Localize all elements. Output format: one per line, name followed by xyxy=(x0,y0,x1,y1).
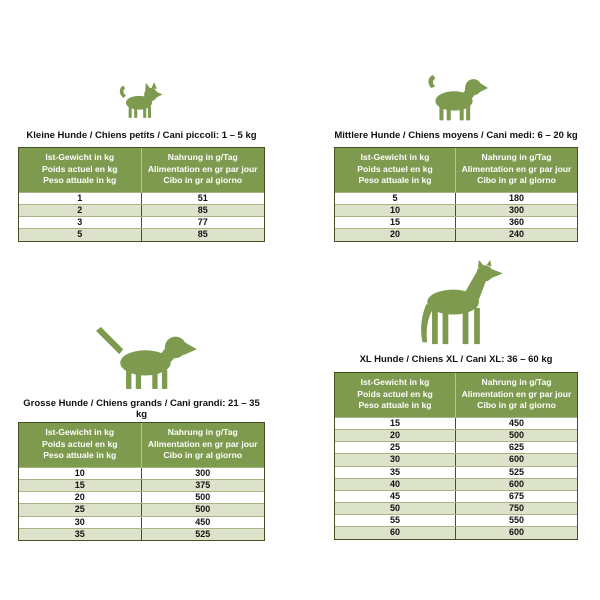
table-row xyxy=(19,491,264,503)
weight-value: 15 xyxy=(335,217,456,228)
food-value: 675 xyxy=(508,490,525,501)
table-row xyxy=(19,503,264,515)
food-value: 550 xyxy=(508,515,525,526)
food-value: 360 xyxy=(508,217,525,228)
header-line: Peso attuale in kg xyxy=(358,400,432,411)
table-row xyxy=(335,417,577,429)
header-line: Cibo in gr al giorno xyxy=(163,175,243,186)
table-row xyxy=(335,204,577,216)
weight-value: 20 xyxy=(335,229,456,240)
food-value: 750 xyxy=(508,503,525,514)
table-row xyxy=(19,467,264,479)
weight-value: 20 xyxy=(19,492,142,503)
weight-value: 2 xyxy=(19,205,142,216)
small-dog-icon xyxy=(114,80,164,120)
table-row xyxy=(335,192,577,204)
food-column-header xyxy=(142,148,265,192)
weight-value: 1 xyxy=(19,193,142,204)
header-line: Nahrung in g/Tag xyxy=(167,152,238,162)
food-column-header xyxy=(456,373,577,417)
table-row xyxy=(335,429,577,441)
table-row xyxy=(335,453,577,465)
table-header xyxy=(335,148,577,192)
table-row xyxy=(335,526,577,538)
weight-value: 40 xyxy=(335,479,456,490)
food-value: 300 xyxy=(508,204,525,215)
header-line: Peso attuale in kg xyxy=(43,450,117,461)
weight-column-header xyxy=(335,373,456,417)
table-row xyxy=(19,528,264,540)
food-value: 525 xyxy=(508,466,525,477)
weight-value: 60 xyxy=(335,527,456,538)
weight-value: 45 xyxy=(335,491,456,502)
food-value: 500 xyxy=(508,429,525,440)
table-row xyxy=(335,490,577,502)
table-row xyxy=(19,479,264,491)
food-value: 600 xyxy=(508,527,525,538)
weight-value: 30 xyxy=(19,517,142,528)
weight-value: 30 xyxy=(335,454,456,465)
weight-value: 20 xyxy=(335,430,456,441)
weight-value: 5 xyxy=(19,229,142,240)
table-row xyxy=(335,514,577,526)
header-line: Peso attuale in kg xyxy=(43,175,117,186)
xl-dog-icon xyxy=(406,260,504,348)
table-title-small-dogs: Kleine Hunde / Chiens petits / Cani piccoli: 1 – 5 kg xyxy=(26,130,257,141)
food-value: 300 xyxy=(195,467,211,478)
food-value: 450 xyxy=(508,417,525,428)
food-value: 51 xyxy=(197,192,208,203)
food-value: 180 xyxy=(508,192,525,203)
weight-value: 25 xyxy=(19,504,142,515)
weight-value: 25 xyxy=(335,442,456,453)
food-value: 500 xyxy=(195,492,211,503)
table-header xyxy=(19,423,264,467)
table-row xyxy=(335,441,577,453)
header-line: Ist-Gewicht in kg xyxy=(45,152,115,162)
table-title-medium-dogs: Mittlere Hunde / Chiens moyens / Cani medi: 6 – 20 kg xyxy=(334,130,578,141)
food-value: 240 xyxy=(508,229,525,240)
header-line: Alimentation en gr par jour xyxy=(461,388,572,399)
food-value: 525 xyxy=(195,528,211,539)
table-header xyxy=(19,148,264,192)
header-line: Cibo in gr al giorno xyxy=(163,450,243,461)
table-header xyxy=(335,373,577,417)
medium-dog-icon xyxy=(420,70,488,122)
weight-value: 35 xyxy=(335,467,456,478)
header-line: Poids actuel en kg xyxy=(357,163,433,174)
header-line: Alimentation en gr par jour xyxy=(147,163,258,174)
header-line: Cibo in gr al giorno xyxy=(477,175,556,186)
header-line: Alimentation en gr par jour xyxy=(147,438,258,449)
weight-value: 35 xyxy=(19,529,142,540)
food-value: 600 xyxy=(508,454,525,465)
weight-value: 10 xyxy=(335,205,456,216)
feeding-table-xl-dogs xyxy=(334,372,578,540)
weight-value: 50 xyxy=(335,503,456,514)
feeding-table-large-dogs xyxy=(18,422,265,541)
header-line: Poids actuel en kg xyxy=(42,438,118,449)
food-value: 85 xyxy=(197,229,208,240)
table-row xyxy=(335,228,577,240)
weight-value: 55 xyxy=(335,515,456,526)
table-row xyxy=(19,216,264,228)
header-line: Ist-Gewicht in kg xyxy=(45,427,115,437)
weight-value: 15 xyxy=(335,418,456,429)
feeding-table-small-dogs xyxy=(18,147,265,242)
feeding-table-medium-dogs xyxy=(334,147,578,242)
food-column-header xyxy=(456,148,577,192)
food-value: 375 xyxy=(195,479,211,490)
header-line: Peso attuale in kg xyxy=(358,175,432,186)
weight-column-header xyxy=(19,423,142,467)
header-line: Poids actuel en kg xyxy=(357,388,433,399)
header-line: Ist-Gewicht in kg xyxy=(360,152,430,162)
header-line: Alimentation en gr par jour xyxy=(461,163,572,174)
food-value: 85 xyxy=(197,204,208,215)
header-line: Ist-Gewicht in kg xyxy=(360,377,430,387)
food-value: 500 xyxy=(195,504,211,515)
table-row xyxy=(335,216,577,228)
table-row xyxy=(19,228,264,240)
food-value: 450 xyxy=(195,516,211,527)
header-line: Nahrung in g/Tag xyxy=(167,427,238,437)
weight-column-header xyxy=(19,148,142,192)
weight-value: 3 xyxy=(19,217,142,228)
food-value: 625 xyxy=(508,442,525,453)
food-column-header xyxy=(142,423,265,467)
table-row xyxy=(335,478,577,490)
weight-value: 5 xyxy=(335,193,456,204)
food-value: 600 xyxy=(508,478,525,489)
table-row xyxy=(19,192,264,204)
table-row xyxy=(335,502,577,514)
food-value: 77 xyxy=(197,217,208,228)
header-line: Nahrung in g/Tag xyxy=(481,152,552,162)
table-row xyxy=(335,466,577,478)
weight-column-header xyxy=(335,148,456,192)
table-row xyxy=(19,204,264,216)
table-row xyxy=(19,516,264,528)
header-line: Cibo in gr al giorno xyxy=(477,400,556,411)
header-line: Nahrung in g/Tag xyxy=(481,377,552,387)
large-dog-icon xyxy=(88,326,201,390)
header-line: Poids actuel en kg xyxy=(42,163,118,174)
table-title-xl-dogs: XL Hunde / Chiens XL / Cani XL: 36 – 60 kg xyxy=(359,354,553,365)
table-title-large-dogs: Grosse Hunde / Chiens grands / Cani grandi: 21 – 35 kg xyxy=(23,398,260,420)
weight-value: 15 xyxy=(19,480,142,491)
weight-value: 10 xyxy=(19,468,142,479)
